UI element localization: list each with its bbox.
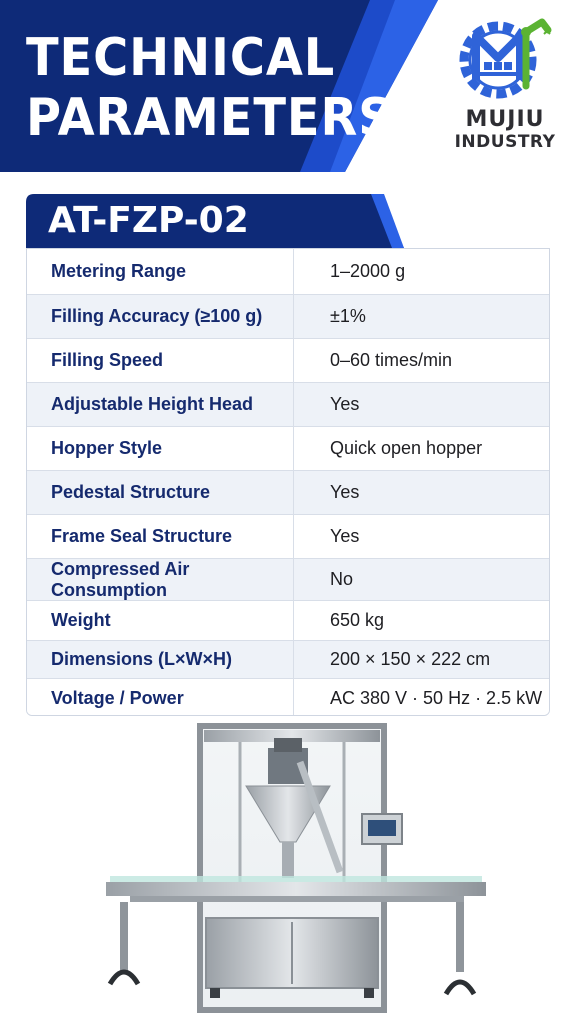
spec-label: Compressed Air Consumption [27, 559, 294, 600]
spec-label: Voltage / Power [27, 679, 294, 716]
page-title [26, 28, 394, 148]
gear-robot-arm-logo-icon [456, 14, 554, 106]
brand-name [440, 108, 570, 152]
spec-row [27, 471, 549, 515]
spec-label: Adjustable Height Head [27, 383, 294, 426]
spec-value: ±1% [330, 306, 366, 326]
filling-machine-image [100, 722, 492, 1014]
spec-label: Metering Range [27, 249, 294, 294]
spec-row [27, 641, 549, 679]
spec-value: 200 × 150 × 222 cm [330, 649, 491, 669]
spec-row [27, 339, 549, 383]
spec-value: Yes [330, 482, 360, 502]
spec-row [27, 383, 549, 427]
brand-line-1: MUJIU [465, 107, 545, 132]
spec-value: AC 380 V · 50 Hz · 2.5 kW [330, 687, 543, 708]
spec-table [26, 248, 550, 716]
spec-label: Filling Accuracy (≥100 g) [27, 295, 294, 338]
brand-logo [440, 14, 570, 159]
spec-label: Hopper Style [27, 427, 294, 470]
spec-label: Weight [27, 601, 294, 640]
spec-row [27, 295, 549, 339]
brand-line-2: INDUSTRY [454, 132, 556, 152]
spec-row [27, 515, 549, 559]
spec-row [27, 679, 549, 716]
spec-row [27, 601, 549, 641]
title-line-2: PARAMETERS [26, 88, 394, 148]
spec-value: Quick open hopper [330, 438, 483, 458]
model-tab [26, 194, 406, 248]
model-number: AT-FZP-02 [48, 200, 249, 241]
spec-value: Yes [330, 526, 360, 546]
spec-label: Filling Speed [27, 339, 294, 382]
spec-label: Dimensions (L×W×H) [27, 641, 294, 678]
spec-value: No [330, 569, 354, 589]
spec-value: Yes [330, 394, 360, 414]
spec-value: 650 kg [330, 610, 385, 630]
spec-row [27, 427, 549, 471]
title-line-1: TECHNICAL [26, 28, 336, 88]
spec-value: 1–2000 g [330, 261, 406, 281]
spec-row [27, 249, 549, 295]
spec-row [27, 559, 549, 601]
spec-label: Frame Seal Structure [27, 515, 294, 558]
spec-label: Pedestal Structure [27, 471, 294, 514]
spec-value: 0–60 times/min [330, 350, 453, 370]
